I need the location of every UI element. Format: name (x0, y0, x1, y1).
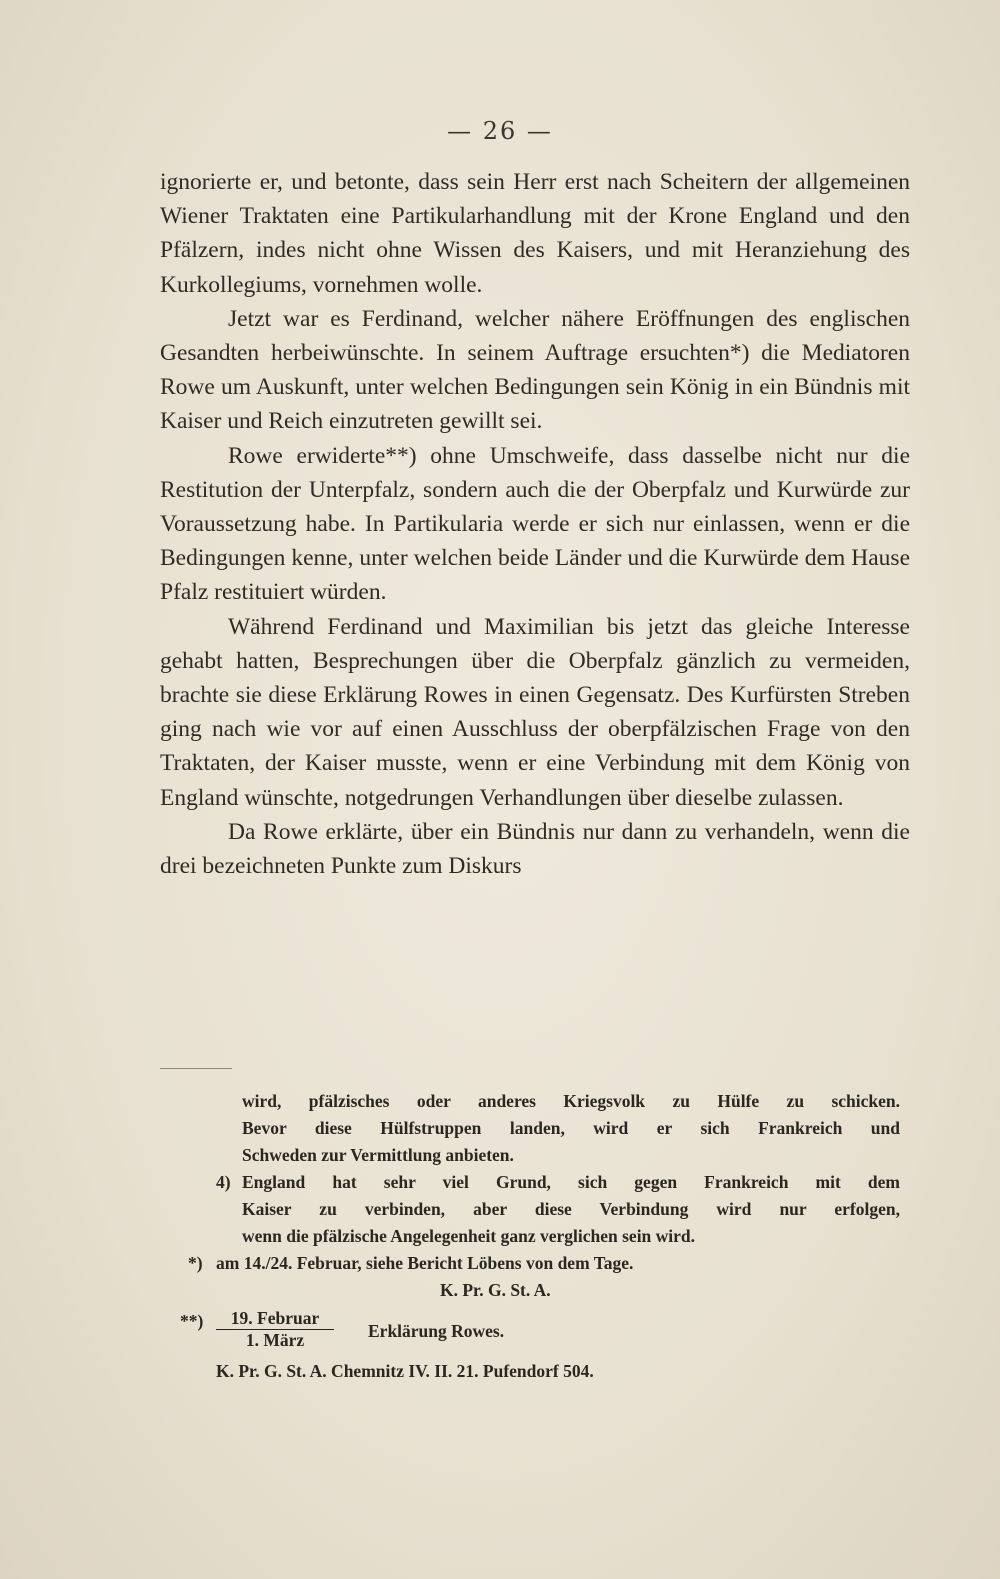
footnote-line: Kaiser zu verbinden, aber diese Verbindung wird nur erfolgen, (242, 1199, 900, 1219)
date-fraction (216, 1308, 334, 1351)
footnote-divider (160, 1068, 232, 1069)
footnote-line: am 14./24. Februar, siehe Bericht Löbens von dem Tage. (216, 1253, 634, 1273)
footnote-line: Bevor diese Hülfstruppen landen, wird er sich Frankreich und (242, 1118, 900, 1138)
footnote-source: K. Pr. G. St. A. (440, 1280, 551, 1300)
date-bottom: 1. März (245, 1330, 305, 1350)
paragraph: ignorierte er, und betonte, dass sein Herr erst nach Scheitern der allgemeinen Wiener Traktaten eine Partikularhandlung mit der Krone England und den Pfälzern, indes nicht ohne Wissen des Kaisers, und mit Heranziehung des Kurkollegiums, vornehmen wolle. (160, 169, 910, 298)
paragraph: Jetzt war es Ferdinand, welcher nähere Eröffnungen des englischen Gesandten herbeiwünschte. In seinem Auftrage ersuchten*) die Mediatoren Rowe um Auskunft, unter welchen Bedingungen sein König in ein Bündnis mit Kaiser und Reich einzutreten gewillt sei. (160, 305, 910, 435)
footnote-line: Schweden zur Vermittlung anbieten. (242, 1145, 514, 1165)
main-text (160, 165, 910, 883)
paragraph: Da Rowe erklärte, über ein Bündnis nur dann zu verhandeln, wenn die drei bezeichneten Punkte zum Diskurs (160, 818, 910, 880)
footnote-line: wird, pfälzisches oder anderes Kriegsvolk zu Hülfe zu schicken. (242, 1091, 900, 1111)
footnote-line: wenn die pfälzische Angelegenheit ganz verglichen sein wird. (242, 1226, 696, 1246)
footnote-line: England hat sehr viel Grund, sich gegen Frankreich mit dem (242, 1172, 900, 1192)
footnote-source: K. Pr. G. St. A. Chemnitz IV. II. 21. Pufendorf 504. (216, 1361, 594, 1381)
date-top: 19. Februar (216, 1308, 334, 1330)
footnotes (160, 1088, 900, 1385)
footnote-line: Erklärung Rowes. (368, 1321, 505, 1341)
page-number: — 26 — (447, 117, 553, 145)
footnote-marker: 4) (216, 1172, 231, 1192)
footnote-marker: *) (188, 1253, 203, 1273)
paragraph: Während Ferdinand und Maximilian bis jetzt das gleiche Interesse gehabt hatten, Besprechungen über die Oberpfalz gänzlich zu vermeiden, brachte sie diese Erklärung Rowes in einen Gegensatz. Des Kurfürsten Streben ging nach wie vor auf einen Ausschluss der oberpfälzischen Frage von den Traktaten, der Kaiser musste, wenn er eine Verbindung mit dem König von England wünschte, notgedrungen Verhandlungen über dieselbe zulassen. (160, 613, 910, 811)
paragraph: Rowe erwiderte**) ohne Umschweife, dass dasselbe nicht nur die Restitution der Unterpfalz, sondern auch die der Oberpfalz und Kurwürde zur Voraussetzung habe. In Partikularia werde er sich nur einlassen, wenn er die Bedingungen kenne, unter welchen beide Länder und die Kurwürde dem Hause Pfalz restituiert würden. (160, 442, 910, 606)
footnote-marker: **) (180, 1311, 204, 1331)
